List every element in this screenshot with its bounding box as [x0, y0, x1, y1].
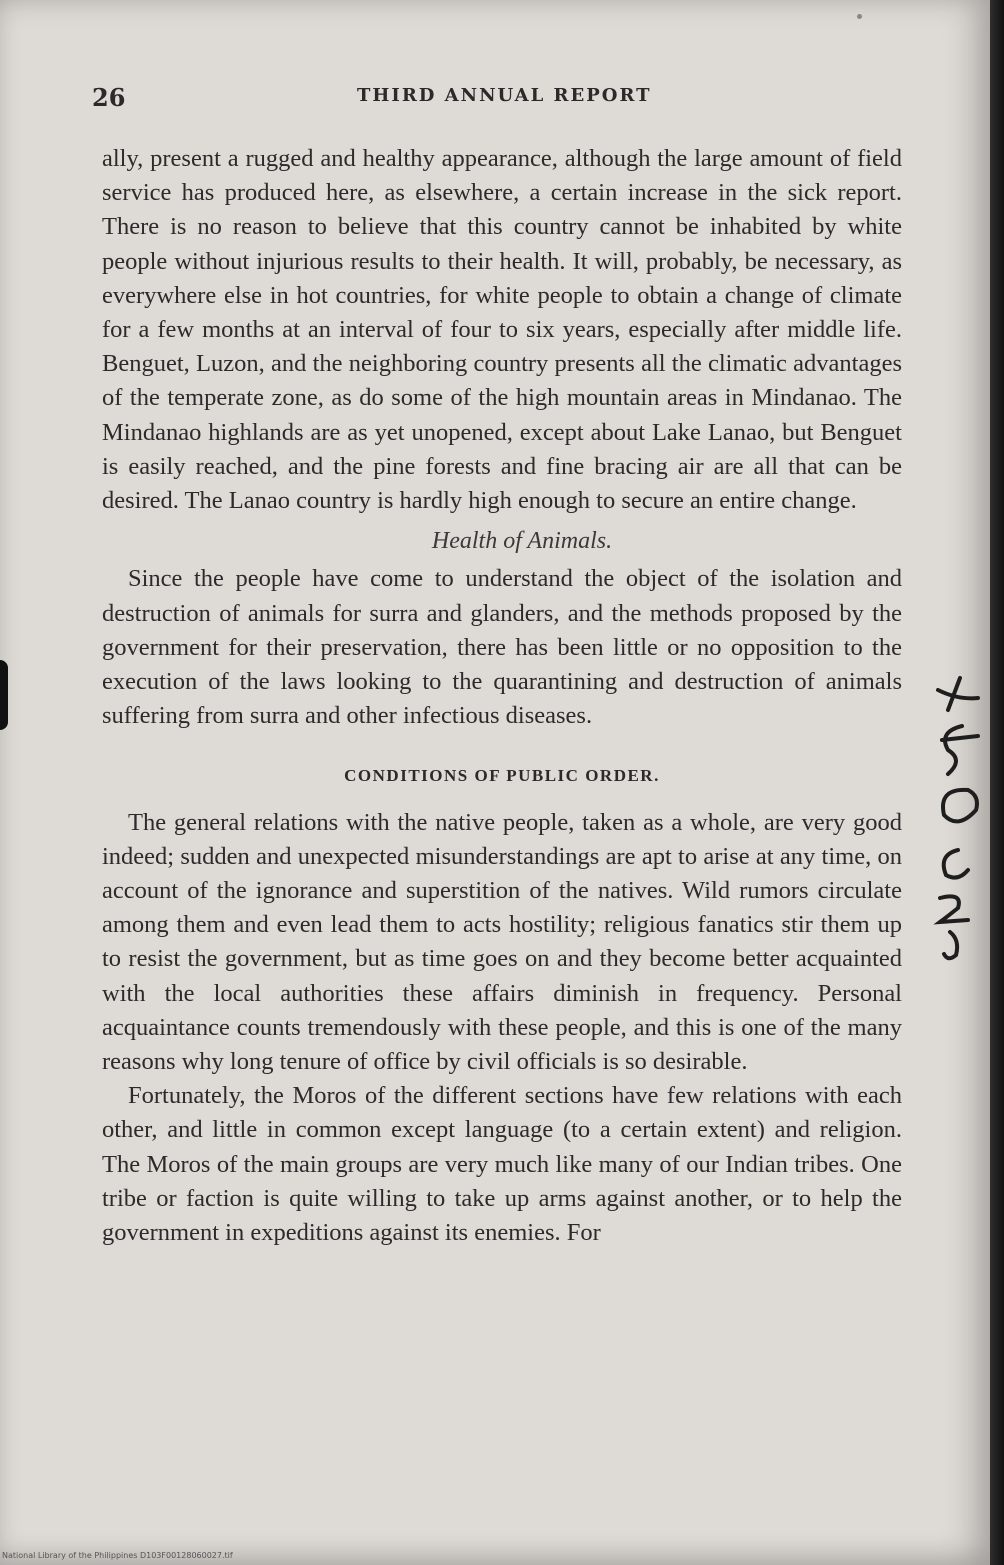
running-title: THIRD ANNUAL REPORT — [357, 85, 652, 106]
handwritten-margin-note — [918, 670, 988, 970]
library-stamp: National Library of the Philippines D103F00128060027.tif — [2, 1551, 233, 1560]
page-edge — [990, 0, 1004, 1565]
running-head — [92, 83, 892, 113]
page-body — [102, 142, 902, 1250]
binding-shadow — [0, 660, 8, 730]
paragraph-climate: ally, present a rugged and healthy appearance, although the large amount of field service has produced here, as elsewhere, a certain increase in the sick report. There is no reason to believe that this country cannot be inhabited by white people without injurious results to their health. It will, probably, be necessary, as everywhere else in hot countries, for white people to obtain a change of climate for a few months at an interval of four to six years, especially after middle life. Benguet, Luzon, and the neighboring country presents all the climatic advantages of the temperate zone, as do some of the high mountain areas in Mindanao. The Mindanao highlands are as yet unopened, except about Lake Lanao, but Benguet is easily reached, and the pine forests and fine bracing air are all that can be desired. The Lanao country is hardly high enough to secure an entire change. — [102, 145, 902, 515]
heading-health-of-animals: Health of Animals. — [431, 528, 613, 555]
paper-speck — [857, 14, 862, 19]
paragraph-animals: Since the people have come to understand the object of the isolation and destruction of animals for surra and glanders, and the methods proposed by the government for their preservation, there has been little or no opposition to the execution of the laws looking to the quarantining and destruction of animals suffering from surra and other infectious diseases. — [102, 565, 902, 730]
page-number: 26 — [92, 83, 126, 112]
paragraph-relations: The general relations with the native people, taken as a whole, are very good indeed; sudden and unexpected misunderstandings are apt to arise at any time, on account of the ignorance and superstition of the natives. Wild rumors circulate among them and even lead them to acts hostility; religious fanatics stir them up to resist the government, but as time goes on and they become better acquainted with the local authorities these affairs diminish in frequency. Personal acquaintance counts tremendously with these people, and this is one of the many reasons why long tenure of office by civil officials is so desirable. — [102, 808, 902, 1076]
paragraph-moros: Fortunately, the Moros of the different sections have few relations with each other, and little in common except language (to a certain extent) and religion. The Moros of the main groups are very much like many of our Indian tribes. One tribe or faction is quite willing to take up arms against another, or to help the government in expeditions against its enemies. For — [102, 1082, 902, 1247]
heading-public-order: CONDITIONS OF PUBLIC ORDER. — [344, 766, 660, 786]
